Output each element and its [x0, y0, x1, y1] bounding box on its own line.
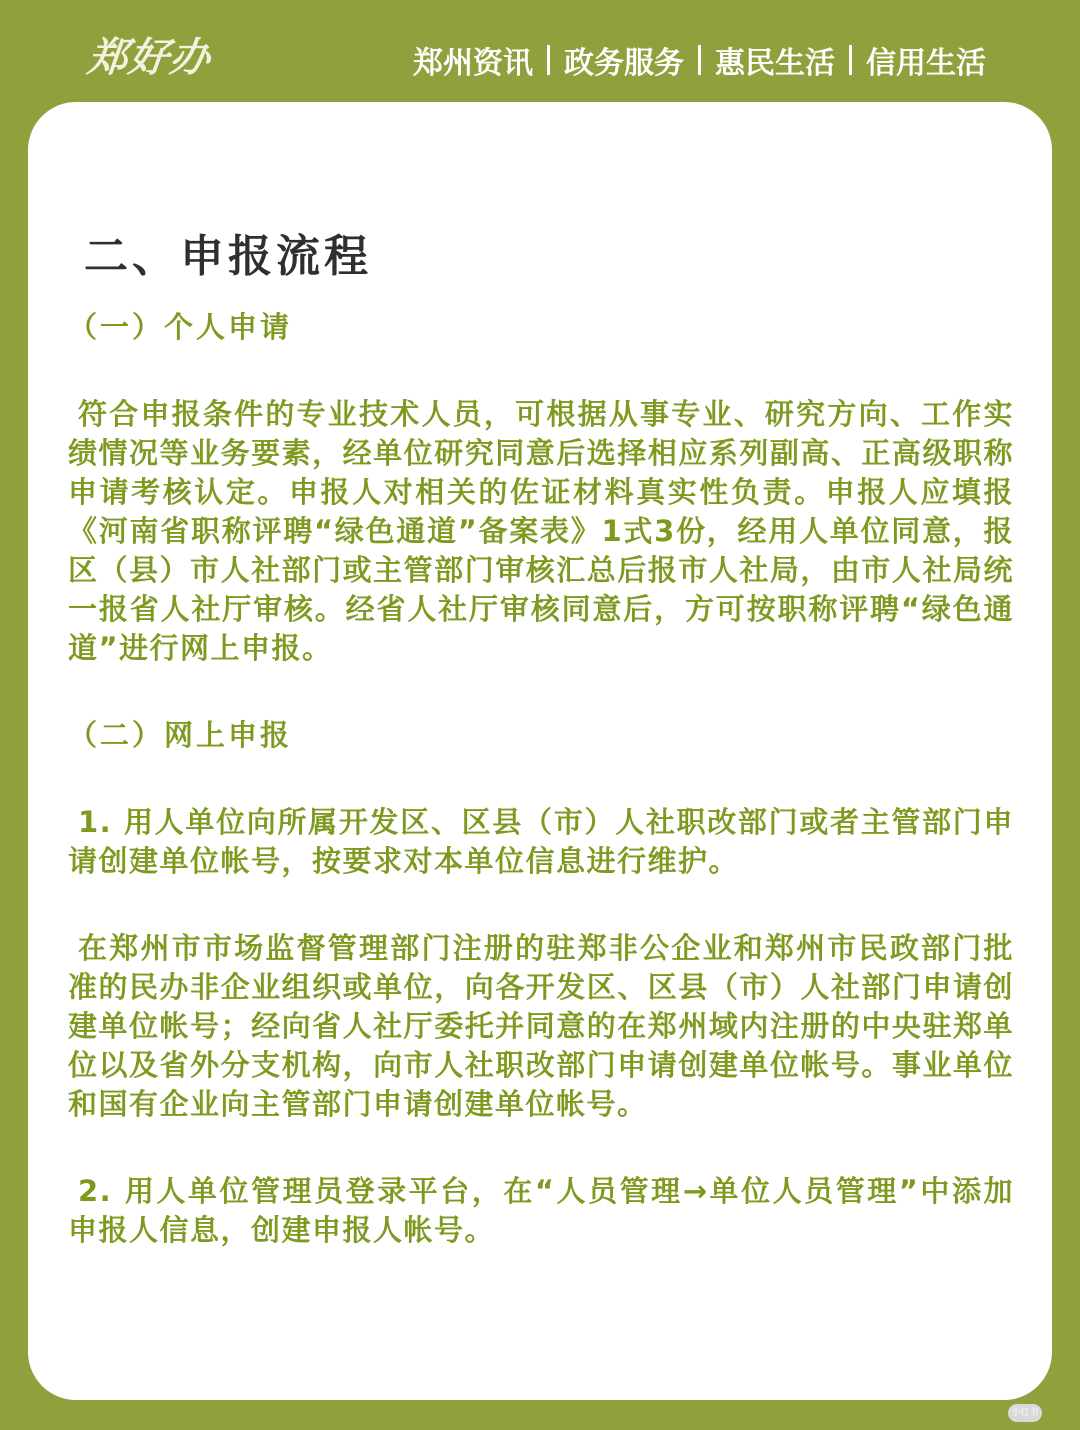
nav-divider — [698, 45, 701, 75]
nav-item-zhengzhou-news[interactable]: 郑州资讯 — [413, 46, 533, 81]
nav-item-credit-life[interactable]: 信用生活 — [866, 46, 986, 81]
paragraph-personal-application: 符合申报条件的专业技术人员，可根据从事专业、研究方向、工作实绩情况等业务要素，经单位研究同意后选择相应系列副高、正高级职称申请考核认定。申报人对相关的佐证材料真实性负责。申报人应填报《河南省职称评聘“绿色通道”备案表》1式3份，经用人单位同意，报区（县）市人社部门或主管部门审核汇总后报市人社局，由市人社局统一报省人社厅审核。经省人社厅审核同意后，方可按职称评聘“绿色通道”进行网上申报。 — [68, 397, 1014, 665]
watermark-badge: 小红书 — [1008, 1404, 1042, 1422]
nav-item-public-life[interactable]: 惠民生活 — [715, 46, 835, 81]
paragraph-account-rules: 在郑州市市场监督管理部门注册的驻郑非公企业和郑州市民政部门批准的民办非企业组织或单位，向各开发区、区县（市）人社部门申请创建单位帐号；经向省人社厅委托并同意的在郑州域内注册的中央驻郑单位以及省外分支机构，向市人社职改部门申请创建单位帐号。事业单位和国有企业向主管部门申请创建单位帐号。 — [68, 931, 1014, 1121]
nav-item-government-services[interactable]: 政务服务 — [564, 46, 684, 81]
top-bar — [0, 0, 1080, 100]
app-logo[interactable]: 郑好办 — [85, 34, 214, 81]
section-title: 二、申报流程 — [84, 231, 372, 282]
subheading-online-application: （二）网上申报 — [68, 718, 293, 752]
section-body — [68, 308, 1014, 1298]
subheading-personal-application: （一）个人申请 — [68, 310, 293, 344]
content-card — [28, 102, 1052, 1400]
nav-divider — [547, 45, 550, 75]
paragraph-step-1: 1. 用人单位向所属开发区、区县（市）人社职改部门或者主管部门申请创建单位帐号，按要求对本单位信息进行维护。 — [68, 805, 1014, 878]
paragraph-step-2: 2. 用人单位管理员登录平台，在“人员管理→单位人员管理”中添加申报人信息，创建申报人帐号。 — [68, 1174, 1014, 1247]
nav-divider — [849, 45, 852, 75]
top-nav — [413, 38, 986, 82]
